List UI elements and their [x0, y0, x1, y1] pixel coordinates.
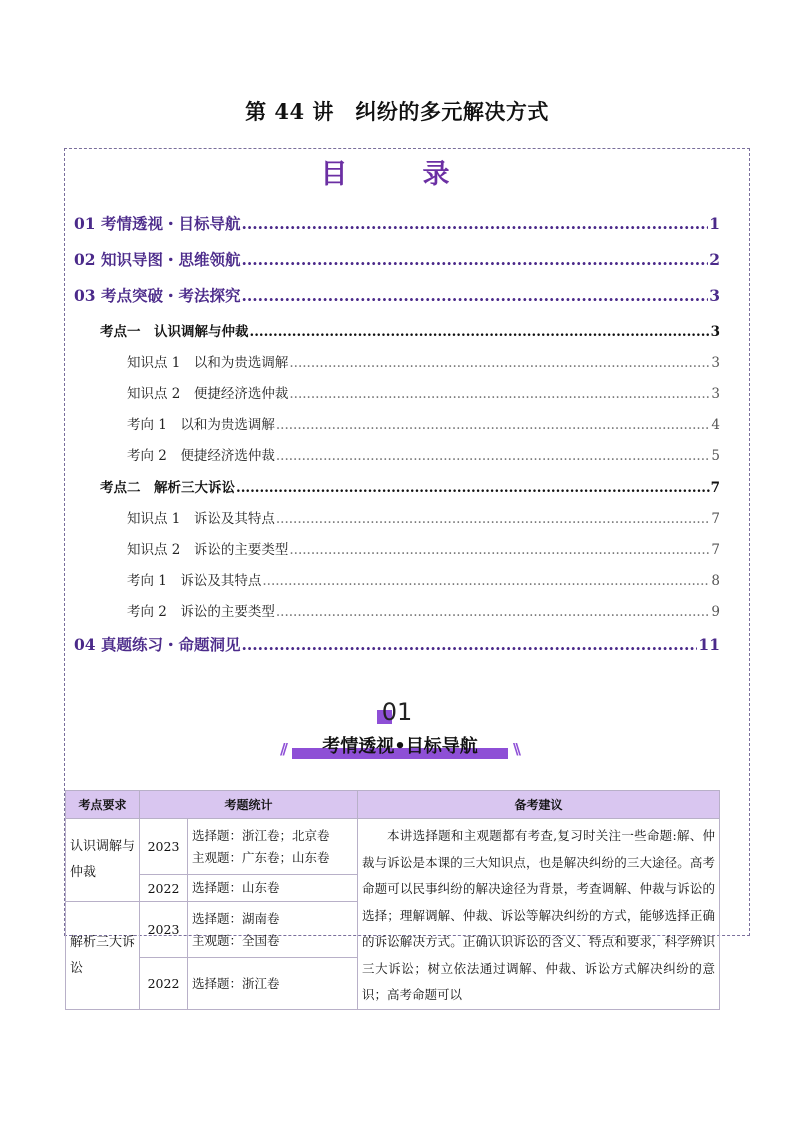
toc-leader — [262, 573, 710, 589]
header-advice: 备考建议 — [358, 791, 720, 819]
toc-leader — [241, 250, 708, 269]
toc-entry-section-01[interactable] — [74, 212, 720, 234]
toc-entry-knowledge-1-2[interactable] — [127, 382, 720, 402]
toc-entry-label: 03 考点突破・考法探究 — [74, 286, 241, 305]
toc-leader — [276, 448, 711, 464]
toc-entry-label: 考向 1 诉讼及其特点 — [127, 573, 262, 589]
toc-entry-section-02[interactable] — [74, 248, 720, 270]
toc-page-number: 5 — [711, 448, 720, 464]
toc-leader — [276, 511, 711, 527]
toc-entry-label: 考点一 认识调解与仲裁 — [100, 324, 249, 340]
toc-entry-direction-1-2[interactable] — [127, 444, 720, 464]
right-backslash-decoration-icon: \\ — [513, 740, 518, 758]
toc-page-number: 3 — [710, 324, 720, 340]
toc-page-number: 2 — [709, 250, 720, 269]
toc-entry-label: 01 考情透视・目标导航 — [74, 214, 241, 233]
toc-entry-section-03[interactable] — [74, 284, 720, 306]
year-cell: 2022 — [140, 958, 188, 1010]
toc-leader — [241, 635, 697, 654]
toc-entry-topic-1[interactable] — [100, 320, 720, 340]
exam-line: 选择题：山东卷 — [192, 880, 280, 895]
toc-page-number: 3 — [711, 386, 720, 402]
exam-cell — [188, 819, 358, 875]
exam-line: 主观题：全国卷 — [192, 932, 280, 948]
toc-entry-knowledge-2-1[interactable] — [127, 507, 720, 527]
toc-leader — [241, 286, 708, 305]
year-cell: 2023 — [140, 902, 188, 958]
toc-entry-knowledge-1-1[interactable] — [127, 351, 720, 371]
left-slash-decoration-icon: // — [280, 740, 285, 758]
topic-cell: 认识调解与仲裁 — [66, 819, 140, 902]
toc-page-number: 3 — [711, 355, 720, 371]
year-cell: 2023 — [140, 819, 188, 875]
toc-heading: 目 录 — [320, 159, 474, 190]
toc-leader — [289, 355, 710, 371]
section-banner — [280, 732, 520, 762]
toc-entry-section-04[interactable] — [74, 633, 720, 655]
toc-page-number: 7 — [710, 480, 720, 496]
toc-entry-label: 考向 2 便捷经济选仲裁 — [127, 448, 275, 464]
toc-leader — [289, 386, 710, 402]
section-title: 考情透视•目标导航 — [322, 736, 478, 757]
exam-analysis-table — [65, 790, 720, 1010]
toc-entry-topic-2[interactable] — [100, 476, 720, 496]
toc-entry-direction-2-2[interactable] — [127, 600, 720, 620]
toc-entry-label: 考点二 解析三大诉讼 — [100, 480, 235, 496]
section-number — [0, 698, 794, 726]
toc-leader — [236, 480, 710, 496]
exam-line: 选择题：浙江卷；北京卷 — [192, 827, 330, 843]
exam-cell — [188, 875, 358, 902]
toc-page-number: 4 — [711, 417, 720, 433]
page-title: 第 44 讲 纠纷的多元解决方式 — [245, 99, 549, 124]
toc-page-number: 1 — [709, 214, 720, 233]
toc-entry-label: 知识点 1 诉讼及其特点 — [127, 511, 275, 527]
year-cell: 2022 — [140, 875, 188, 902]
toc-page-number: 11 — [698, 635, 720, 654]
toc-entry-label: 知识点 2 诉讼的主要类型 — [127, 542, 289, 558]
exam-cell — [188, 902, 358, 958]
toc-leader — [250, 324, 710, 340]
toc-entry-label: 02 知识导图・思维领航 — [74, 250, 241, 269]
toc-entry-label: 考向 1 以和为贵选调解 — [127, 417, 275, 433]
toc-entry-direction-1-1[interactable] — [127, 413, 720, 433]
exam-line: 主观题：广东卷；山东卷 — [192, 849, 330, 865]
toc-page-number: 8 — [711, 573, 720, 589]
toc-entry-label: 知识点 2 便捷经济选仲裁 — [127, 386, 289, 402]
toc-page-number: 7 — [711, 542, 720, 558]
toc-leader — [276, 417, 711, 433]
toc-entry-label: 04 真题练习・命题洞见 — [74, 635, 241, 654]
toc-page-number: 7 — [711, 511, 720, 527]
toc-entry-direction-2-1[interactable] — [127, 569, 720, 589]
exam-line: 选择题：湖南卷 — [192, 910, 280, 926]
exam-line: 选择题：浙江卷 — [192, 975, 280, 991]
toc-page-number: 3 — [709, 286, 720, 305]
advice-text: 本讲选择题和主观题都有考查,复习时关注一些命题:解、仲裁与诉讼是本课的三大知识点，也是解决纠纷的三大途径。高考命题可以民事纠纷的解决途径为背景，考查调解、仲裁与诉讼的选择；理解调解、仲裁、诉讼等解决纠纷的方式，能够选择正确的诉讼解决方式。正确认识诉讼的含义、特点和要求，科学辨识三大诉讼；树立依法通过调解、仲裁、诉讼方式解决纠纷的意识；高考命题可以 — [362, 828, 716, 1002]
toc-entry-label: 知识点 1 以和为贵选调解 — [127, 355, 289, 371]
toc-entry-knowledge-2-2[interactable] — [127, 538, 720, 558]
header-statistics: 考题统计 — [140, 791, 358, 819]
table-header-row — [66, 791, 720, 819]
header-requirement: 考点要求 — [66, 791, 140, 819]
toc-page-number: 9 — [711, 604, 720, 620]
topic-cell: 解析三大诉讼 — [66, 902, 140, 1010]
toc-leader — [241, 214, 708, 233]
section-number-text: 01 — [381, 698, 413, 726]
table-row — [66, 819, 720, 875]
toc-entry-label: 考向 2 诉讼的主要类型 — [127, 604, 275, 620]
advice-cell — [358, 819, 720, 1010]
toc-leader — [289, 542, 710, 558]
exam-cell — [188, 958, 358, 1010]
toc-leader — [276, 604, 711, 620]
